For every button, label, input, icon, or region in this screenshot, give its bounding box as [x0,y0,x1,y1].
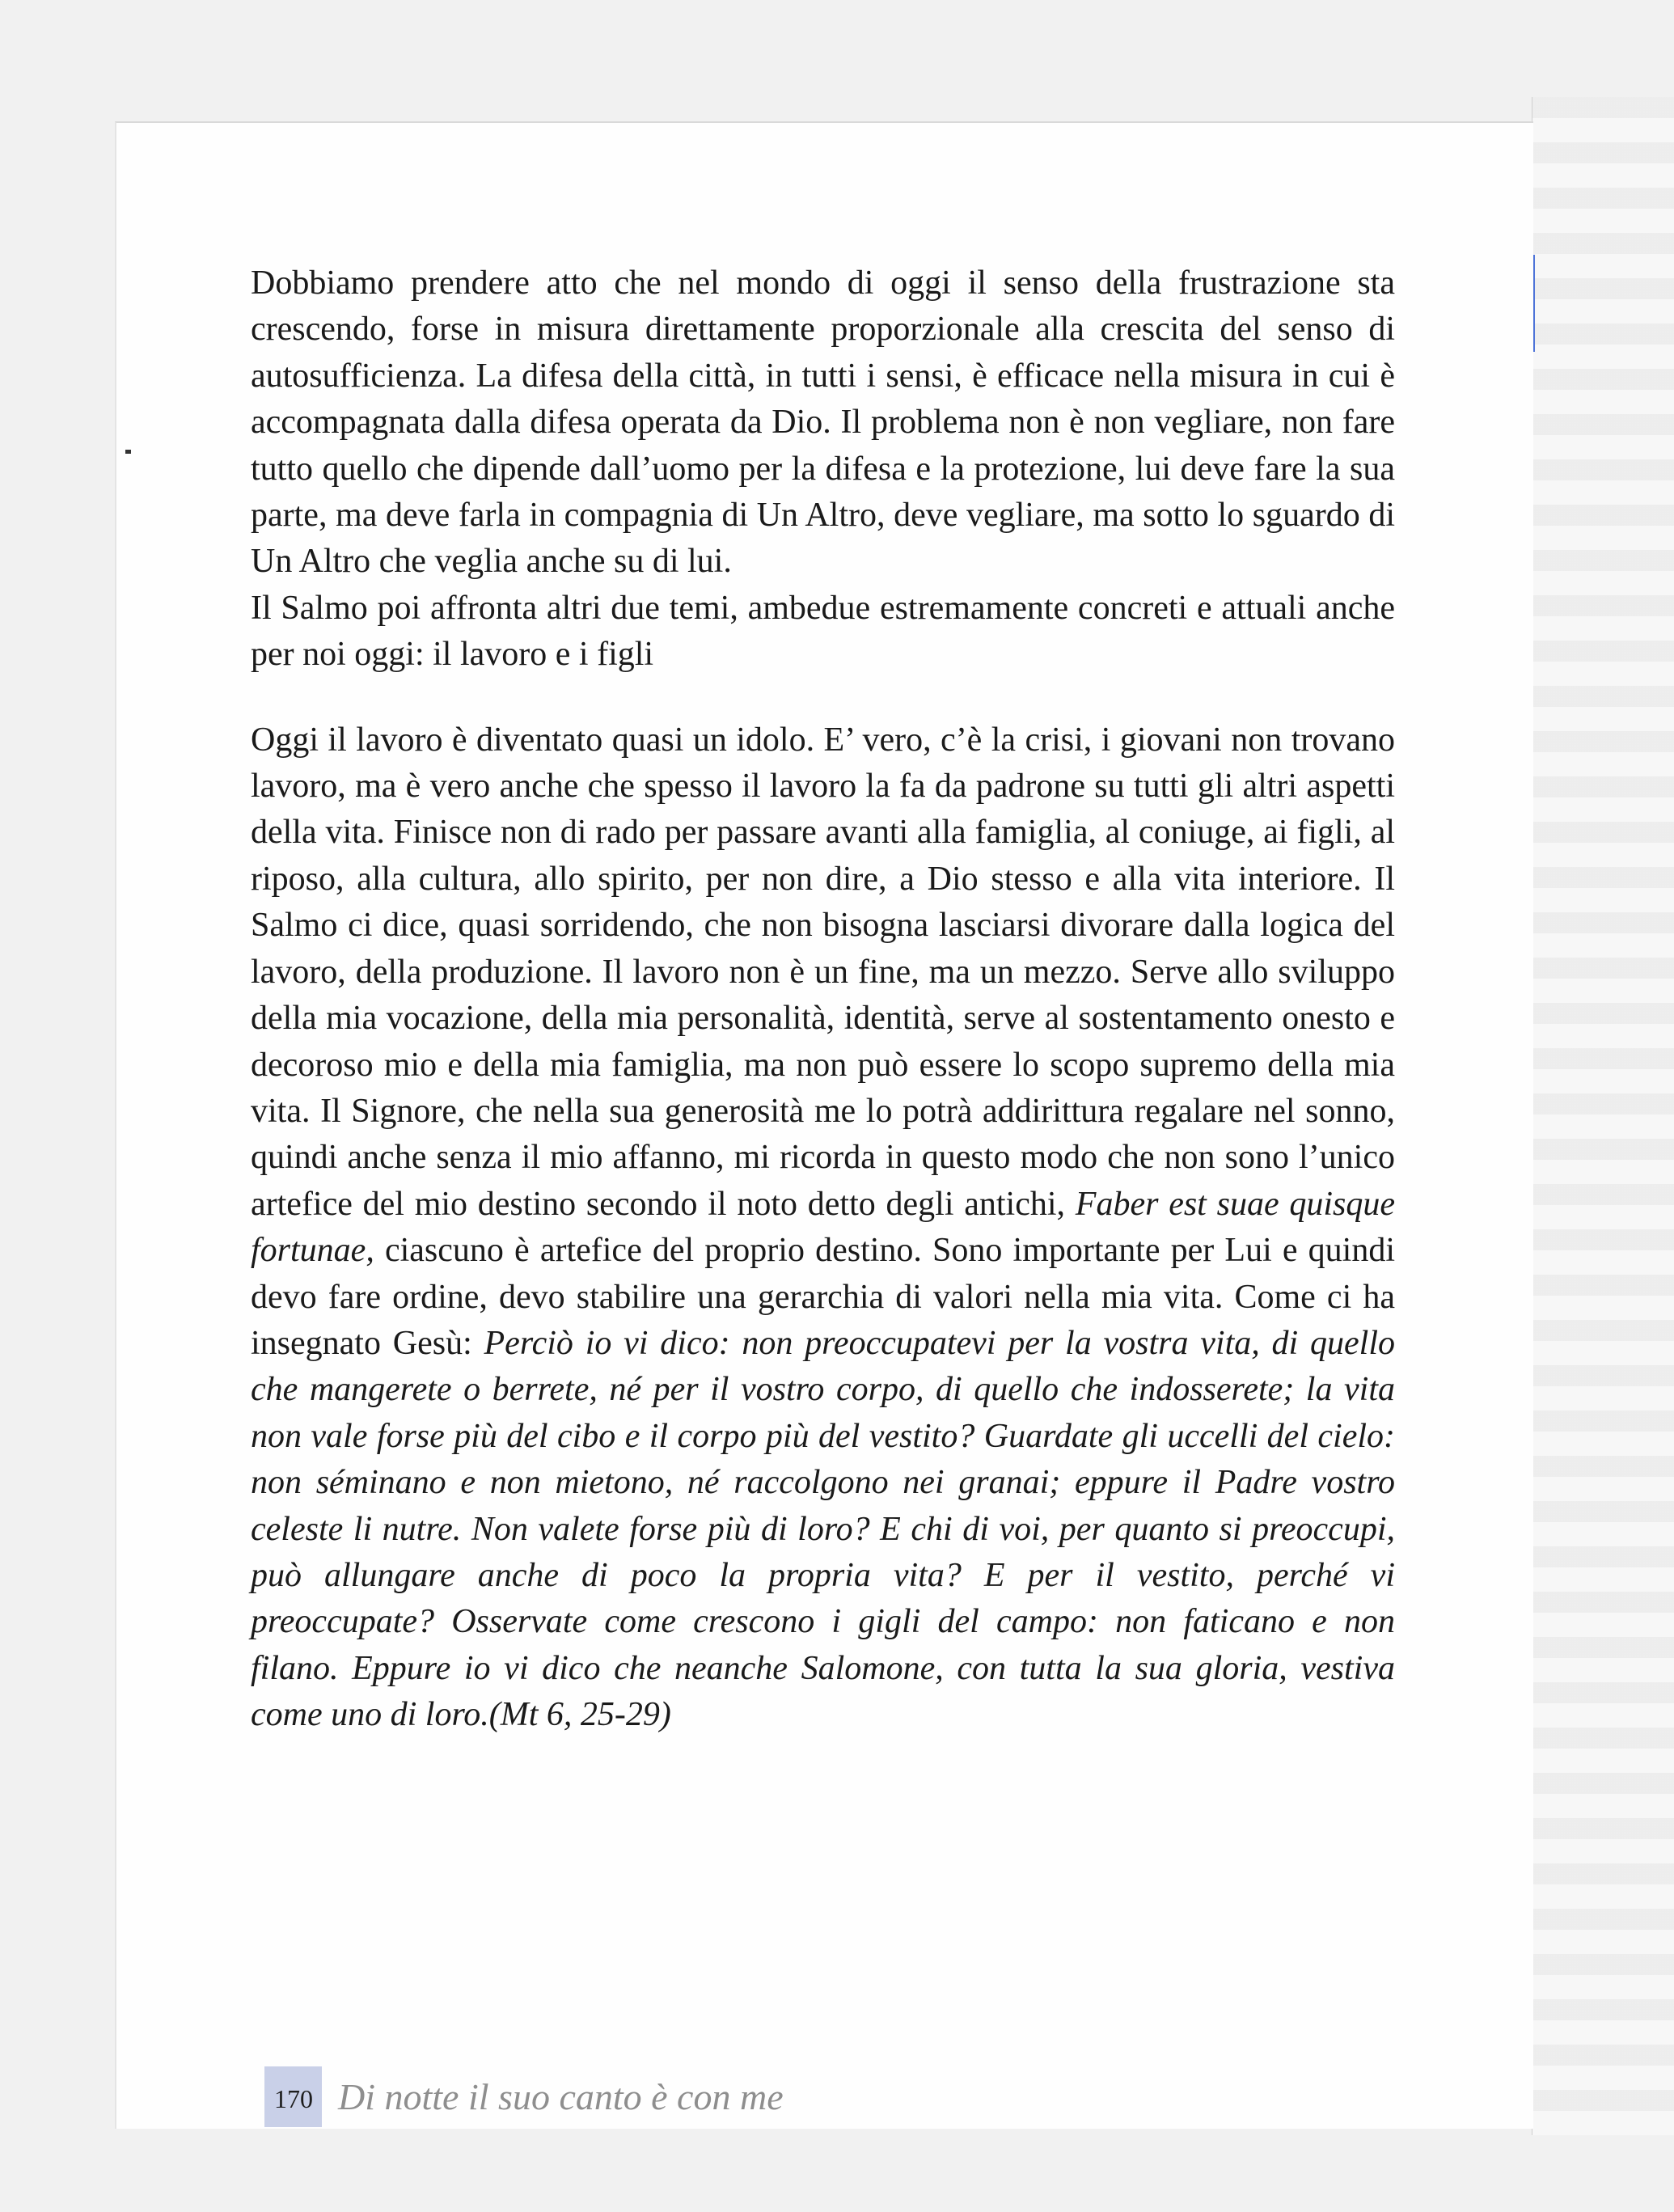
gospel-citation: (Mt 6, 25-29) [488,1696,671,1734]
paragraph-work [251,717,1395,1739]
paragraph-defense: Dobbiamo prendere atto che nel mondo di oggi il senso della frustrazione sta crescendo, forse in misura direttamente proporzionale alla crescita del senso di autosufficienza. La difesa della città, in tutti i sensi, è efficace nella misura in cui è accompagnata dalla difesa operata da Dio. Il problema non è non vegliare, non fare tutto quello che dipende dall’uomo per la difesa e la protezione, lui deve fare la sua parte, ma deve farla in compagnia di Un Altro, deve vegliare, ma sotto lo sguardo di Un Altro che veglia anche su di lui. [251,264,1395,581]
work-text-1: Oggi il lavoro è diventato quasi un idolo. E’ vero, c’è la crisi, i giovani non trovano lavoro, ma è vero anche che spesso il lavoro la fa da padrone su tutti gli altri aspetti della vita. Finisce non di rado per passare avanti alla famiglia, al coniuge, ai figli, al riposo, alla cultura, allo spirito, per non dire, a Dio stesso e alla vita interiore. Il Salmo ci dice, quasi sorridendo, che non bisogna lasciarsi divorare dalla logica del lavoro, della produzione. Il lavoro non è un fine, ma un mezzo. Serve allo sviluppo della mia vocazione, della mia personalità, identità, serve al sostentamento onesto e decoroso mio e della mia famiglia, ma non può essere lo scopo supremo della mia vita. Il Signore, che nella sua generosità me lo potrà addirittura regalare nel sonno, quindi anche senza il mio affanno, mi ricorda in questo modo che non sono l’unico artefice del mio destino secondo il noto detto degli antichi, [251,721,1395,1223]
paragraph-themes: Il Salmo poi affronta altri due temi, ambedue estremamente concreti e attuali anche per noi oggi: il lavoro e i figli [251,589,1395,674]
work-text-2: ciascuno è artefice del proprio destino. Sono importante per Lui e quindi devo fare ordine, devo stabilire una gerarchia di valori nella mia vita. Come ci ha insegnato Gesù: [251,1232,1395,1362]
facing-page-edge [1532,97,1674,2135]
latin-quote: Faber est suae quisque fortunae, [251,1185,1395,1270]
paragraph-gap [251,679,1395,717]
running-title: Di notte il suo canto è con me [338,2076,784,2117]
scan-speck [125,450,131,454]
body-text [251,260,1395,1739]
gospel-quote: Perciò io vi dico: non preoccupatevi per la vostra vita, di quello che mangerete o berrete, né per il vostro corpo, di quello che indosserete; la vita non vale forse più del cibo e il corpo più del vestito? Guardate gli uccelli del cielo: non séminano e non mietono, né raccolgono nei granai; eppure il Padre vostro celeste li nutre. Non valete forse più di loro? E chi di voi, per quanto si preoccupi, può allungare anche di poco la propria vita? E per il vestito, perché vi preoccupate? Osservate come crescono i gigli del campo: non faticano e non filano. Eppure io vi dico che neanche Salomone, con tutta la sua gloria, vestiva come uno di loro. [251,1324,1395,1734]
page-number: 170 [274,2084,313,2113]
